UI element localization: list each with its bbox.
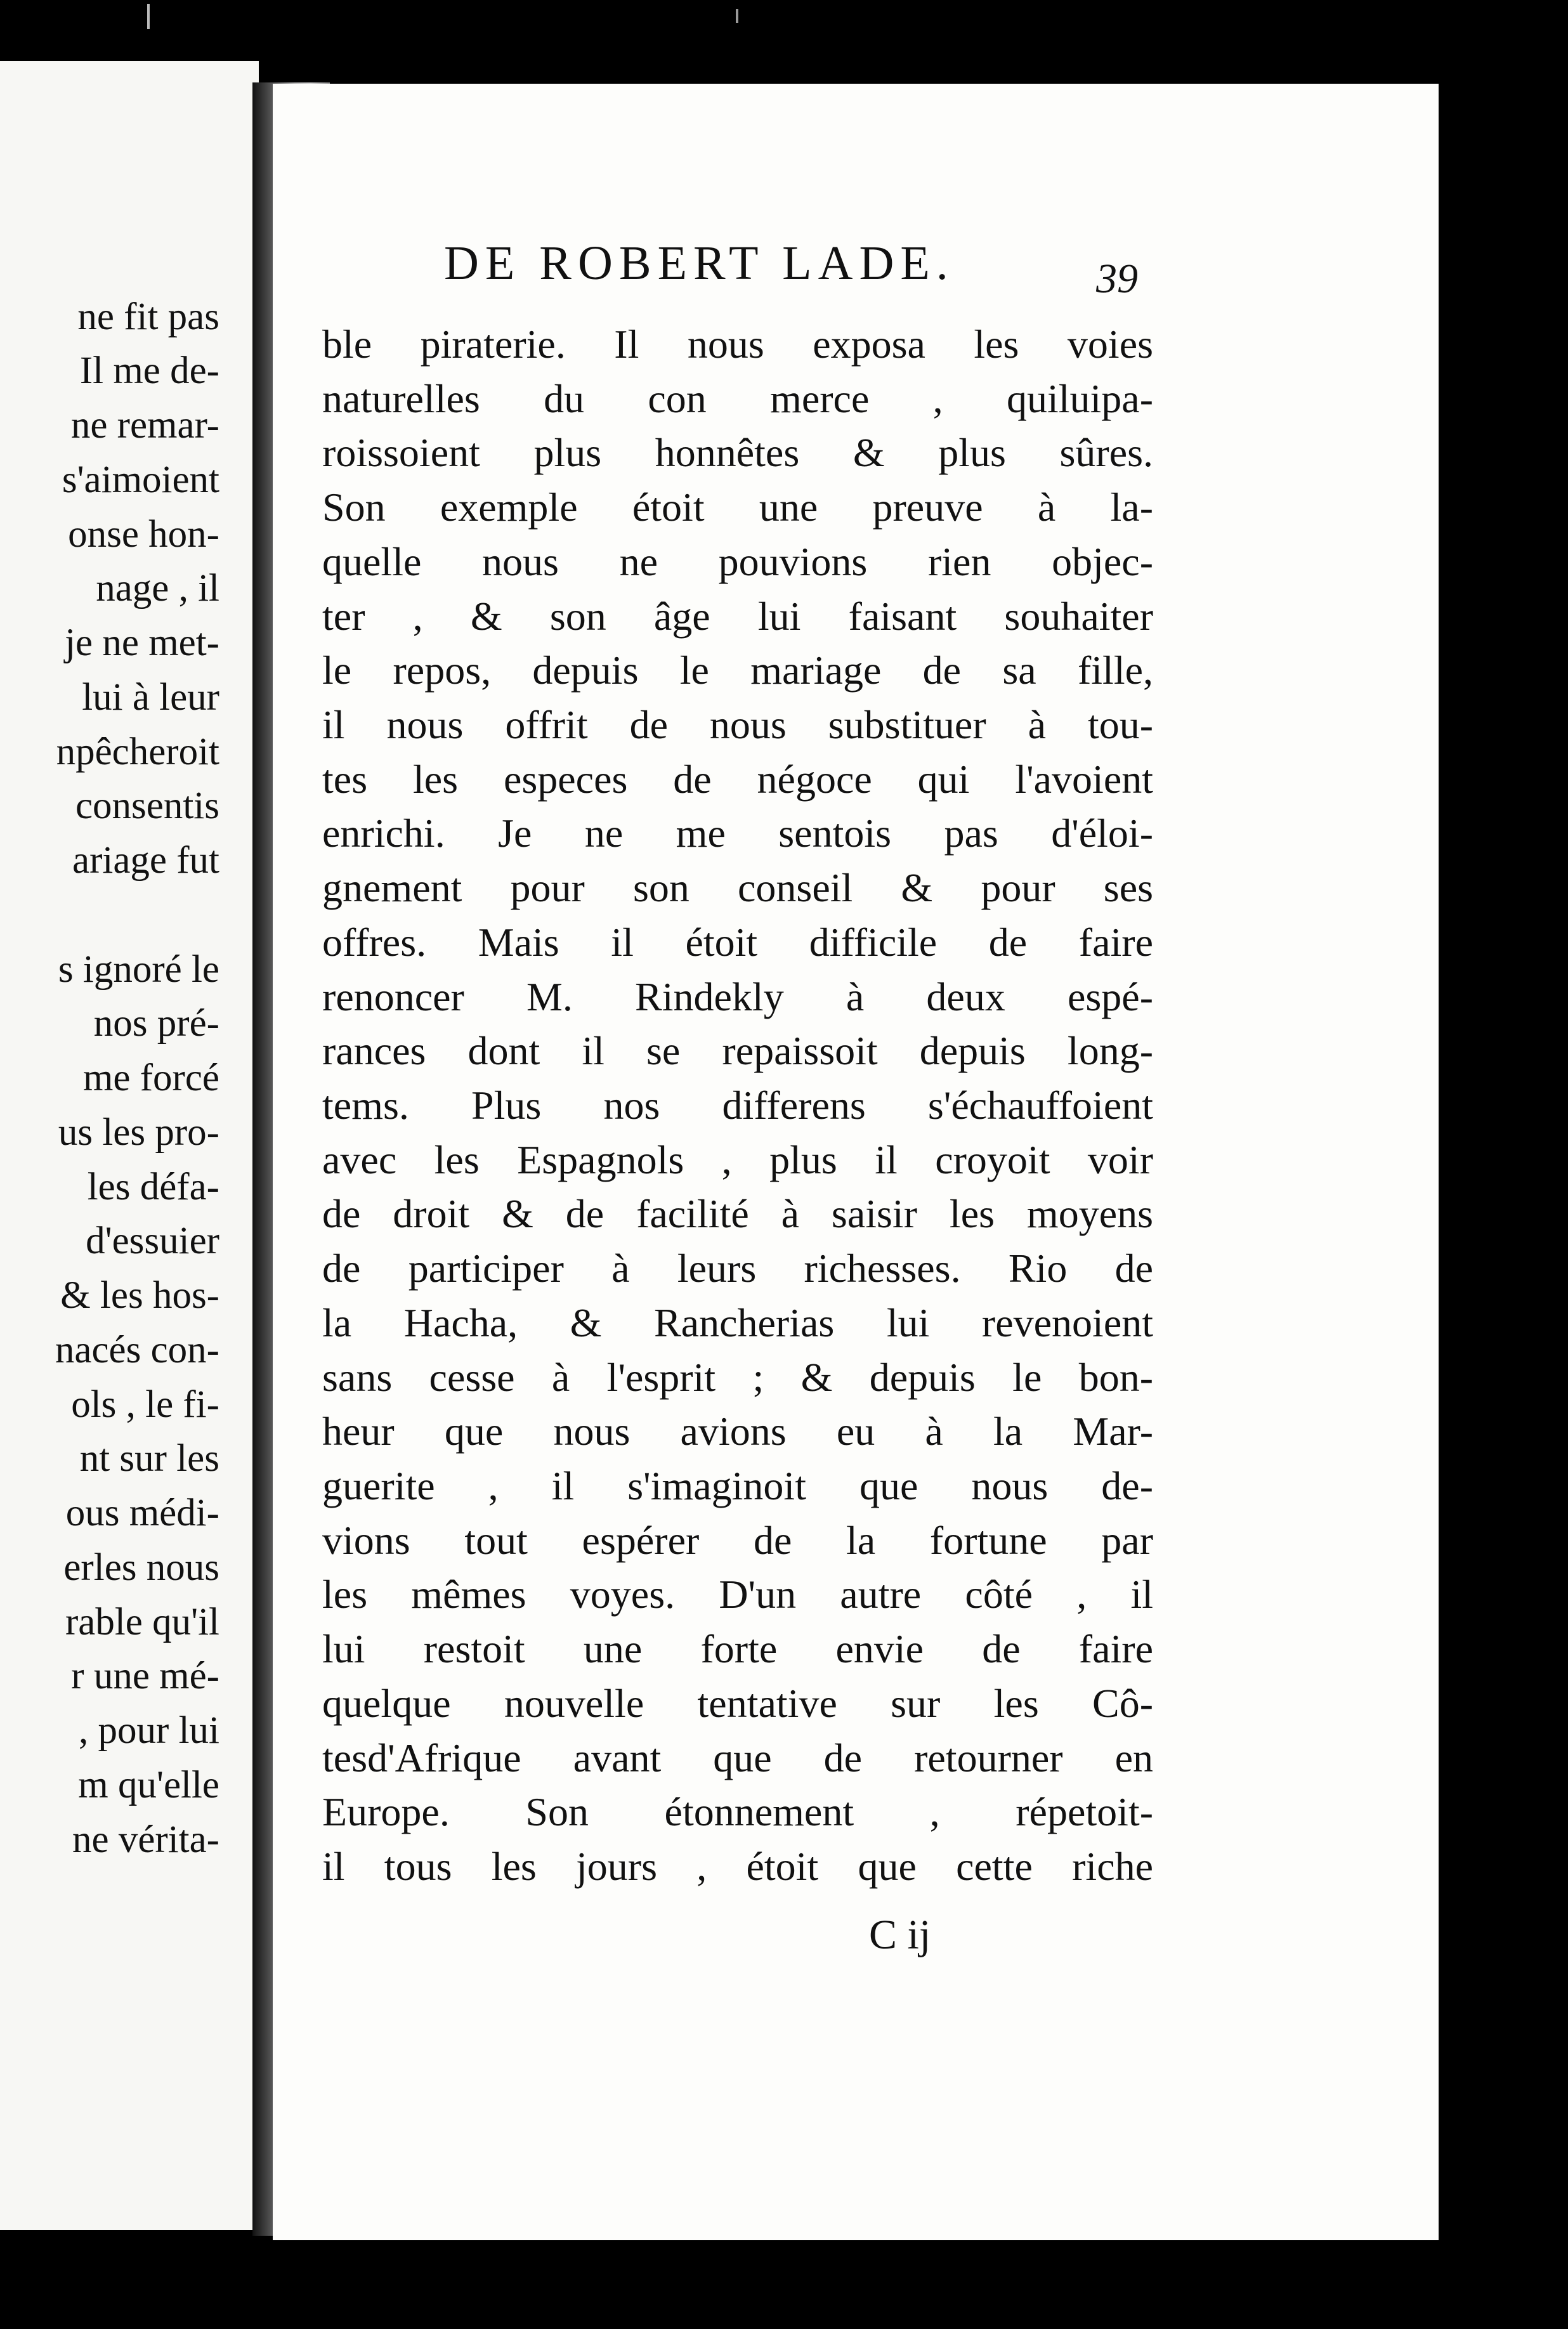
previous-page-line: r une mé-	[71, 1655, 219, 1697]
previous-page-line: m qu'elle	[78, 1764, 219, 1806]
body-line: vions tout espérer de la fortune par	[322, 1518, 1153, 1563]
body-line: il tous les jours , étoit que cette riche	[322, 1844, 1153, 1889]
body-line: ter , & son âge lui faisant souhaiter	[322, 594, 1153, 639]
scan-artifact	[147, 4, 150, 29]
previous-page-line: & les hos-	[60, 1274, 219, 1317]
previous-page-line: s'aimoient	[62, 459, 219, 501]
previous-page	[0, 61, 259, 2230]
previous-page-line: lui à leur	[82, 676, 219, 719]
body-line: ble piraterie. Il nous exposa les voies	[322, 322, 1153, 367]
body-line: il nous offrit de nous substituer à tou-	[322, 702, 1153, 747]
previous-page-line: nt sur les	[79, 1437, 219, 1480]
body-line: le repos, depuis le mariage de sa fille,	[322, 648, 1153, 693]
body-line: heur que nous avions eu à la Mar-	[322, 1409, 1153, 1454]
signature-mark: C ij	[869, 1912, 931, 1958]
body-line: lui restoit une forte envie de faire	[322, 1626, 1153, 1671]
body-line: tesd'Afrique avant que de retourner en	[322, 1735, 1153, 1780]
previous-page-line: ne vérita-	[72, 1818, 219, 1861]
previous-page-line: us les pro-	[58, 1111, 219, 1154]
previous-page-line: , pour lui	[79, 1709, 219, 1752]
body-line: les mêmes voyes. D'un autre côté , il	[322, 1572, 1153, 1617]
body-line: enrichi. Je ne me sentois pas d'éloi-	[322, 811, 1153, 856]
previous-page-line: consentis	[75, 785, 219, 827]
body-line: guerite , il s'imaginoit que nous de-	[322, 1463, 1153, 1508]
previous-page-line: d'essuier	[86, 1220, 219, 1262]
body-line: renoncer M. Rindekly à deux espé-	[322, 974, 1153, 1019]
body-line: de droit & de facilité à saisir les moyens	[322, 1191, 1153, 1236]
previous-page-line: nage , il	[96, 567, 219, 610]
body-line: gnement pour son conseil & pour ses	[322, 865, 1153, 910]
previous-page-line: ariage fut	[72, 839, 219, 882]
body-line: quelque nouvelle tentative sur les Cô-	[322, 1681, 1153, 1726]
body-line: rances dont il se repaissoit depuis long-	[322, 1028, 1153, 1073]
previous-page-line: me forcé	[82, 1057, 219, 1099]
body-line: offres. Mais il étoit difficile de faire	[322, 920, 1153, 965]
body-line: quelle nous ne pouvions rien objec-	[322, 539, 1153, 584]
previous-page-line: les défa-	[87, 1166, 219, 1208]
body-line: avec les Espagnols , plus il croyoit voir	[322, 1137, 1153, 1182]
previous-page-line: npêcheroit	[56, 731, 219, 773]
previous-page-line: ols , le fi-	[71, 1383, 219, 1426]
previous-page-line: rable qu'il	[65, 1601, 219, 1643]
body-line: Son exemple étoit une preuve à la-	[322, 485, 1153, 530]
previous-page-line: ous médi-	[65, 1492, 219, 1534]
previous-page-line: nos pré-	[93, 1002, 219, 1045]
body-line: la Hacha, & Rancherias lui revenoient	[322, 1300, 1153, 1345]
body-line: naturelles du con merce , quiluipa-	[322, 376, 1153, 421]
body-line: sans cesse à l'esprit ; & depuis le bon-	[322, 1355, 1153, 1400]
previous-page-line: ne fit pas	[77, 296, 219, 338]
running-head: DE ROBERT LADE.	[444, 237, 955, 290]
previous-page-line: s ignoré le	[58, 948, 219, 991]
previous-page-line: je ne met-	[65, 622, 219, 664]
body-line: tems. Plus nos differens s'échauffoient	[322, 1083, 1153, 1128]
body-line: roissoient plus honnêtes & plus sûres.	[322, 430, 1153, 475]
previous-page-line: onse hon-	[68, 513, 219, 556]
previous-page-line: nacés con-	[55, 1329, 219, 1371]
previous-page-line: Il me de-	[79, 349, 219, 392]
page-number: 39	[1096, 256, 1138, 302]
previous-page-line: erles nous	[63, 1546, 219, 1589]
body-line: tes les especes de négoce qui l'avoient	[322, 757, 1153, 802]
previous-page-line: ne remar-	[70, 404, 219, 447]
body-line: Europe. Son étonnement , répetoit-	[322, 1789, 1153, 1834]
scan-artifact	[736, 9, 738, 23]
body-line: de participer à leurs richesses. Rio de	[322, 1246, 1153, 1291]
